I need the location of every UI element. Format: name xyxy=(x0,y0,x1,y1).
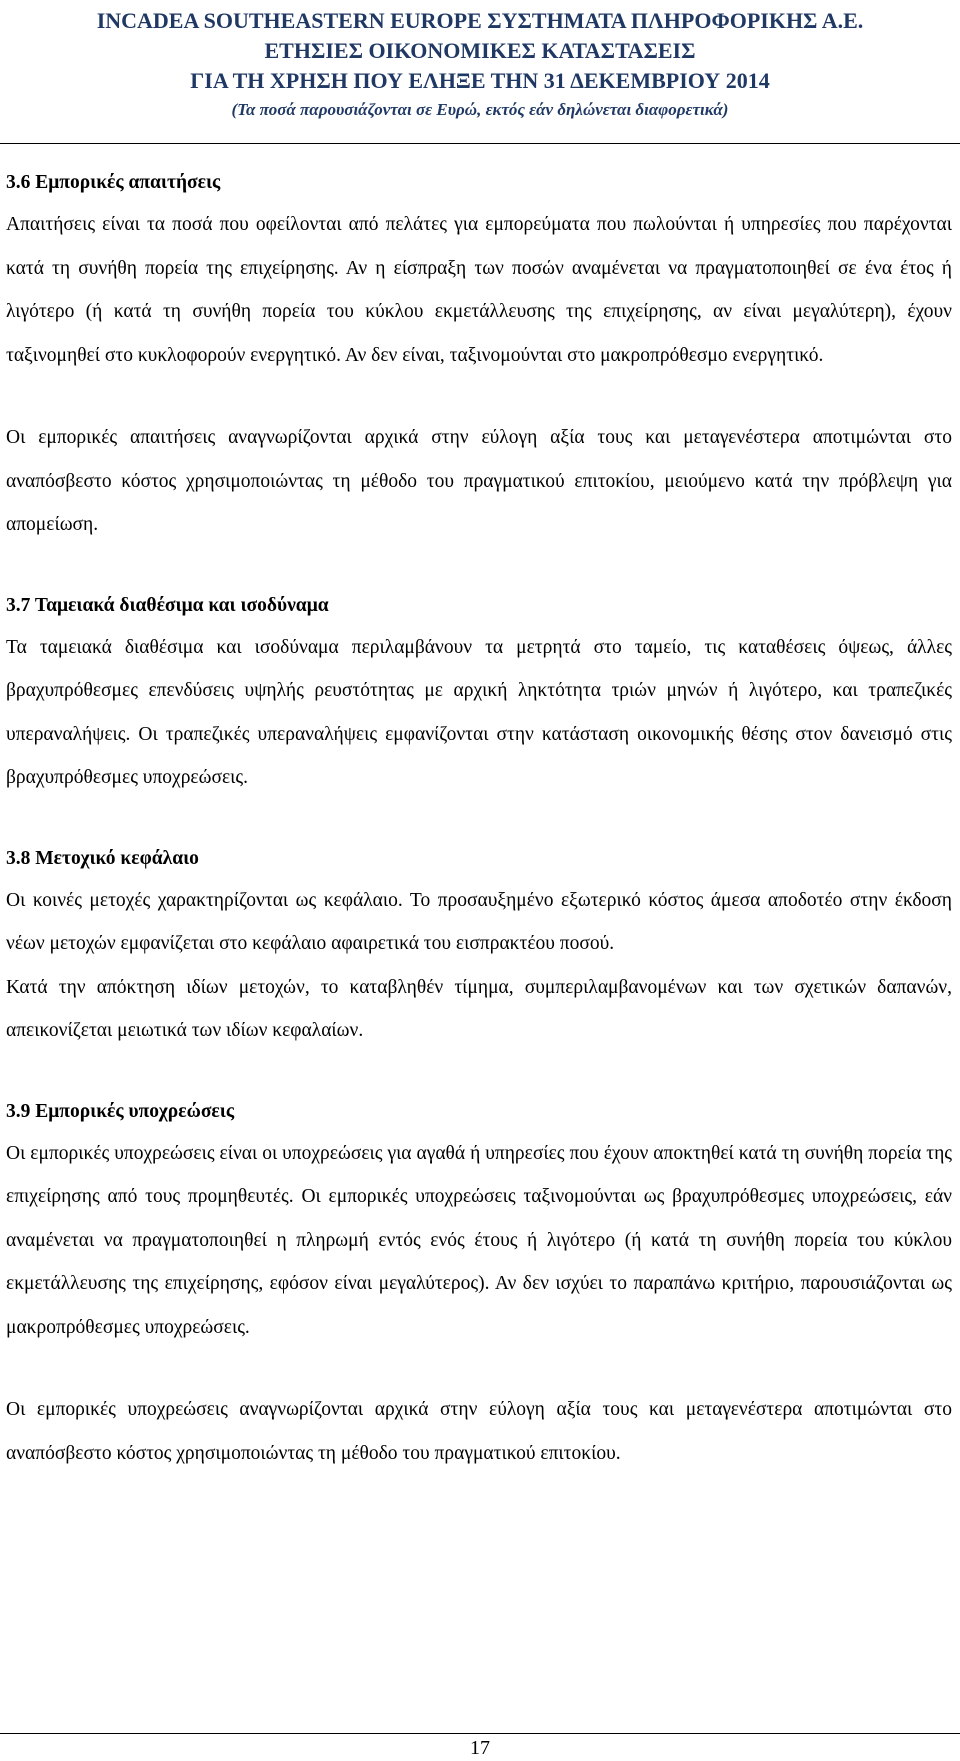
section-3-8-paragraph-2: Κατά την απόκτηση ιδίων μετοχών, το καταβληθέν τίμημα, συμπεριλαμβανομένων και των σχετικών δαπανών, απεικονίζεται μειωτικά των ιδίων κεφαλαίων. xyxy=(6,976,952,1041)
report-period: ΓΙΑ ΤΗ ΧΡΗΣΗ ΠΟΥ ΕΛΗΞΕ ΤΗΝ 31 ΔΕΚΕΜΒΡΙΟΥ 2014 xyxy=(190,68,770,93)
page-number: 17 xyxy=(470,1737,490,1759)
report-title: ΕΤΗΣΙΕΣ ΟΙΚΟΝΟΜΙΚΕΣ ΚΑΤΑΣΤΑΣΕΙΣ xyxy=(264,38,696,63)
section-3-7-paragraph-1: Τα ταμειακά διαθέσιμα και ισοδύναμα περιλαμβάνουν τα μετρητά στο ταμείο, τις καταθέσεις όψεως, άλλες βραχυπρόθεσμες επενδύσεις υψηλής ρευστότητας με αρχική ληκτότητα τριών μηνών ή λιγότερο, και τραπεζικές υπεραναλήψεις. Οι τραπεζικές υπεραναλήψεις εμφανίζονται στην κατάσταση οικονομικής θέσης στον δανεισμό στις βραχυπρόθεσμες υποχρεώσεις. xyxy=(6,636,952,788)
paragraph-spacer xyxy=(6,547,952,586)
section-3-6-paragraph-2: Οι εμπορικές απαιτήσεις αναγνωρίζονται αρχικά στην εύλογη αξία τους και μεταγενέστερα αποτιμώνται στο αναπόσβεστο κόστος χρησιμοποιώντας τη μέθοδο του πραγματικού επιτοκίου, μειούμενο κατά την πρόβλεψη για απομείωση. xyxy=(6,427,952,535)
paragraph-spacer xyxy=(6,800,952,839)
paragraph-spacer xyxy=(6,1349,952,1388)
currency-note: (Τα ποσά παρουσιάζονται σε Ευρώ, εκτός εάν δηλώνεται διαφορετικά) xyxy=(231,100,729,119)
paragraph-spacer xyxy=(6,1053,952,1092)
paragraph-spacer xyxy=(6,377,952,416)
section-heading-3-9: 3.9 Εμπορικές υποχρεώσεις xyxy=(6,1100,235,1122)
section-3-8-paragraph-1: Οι κοινές μετοχές χαρακτηρίζονται ως κεφάλαιο. Το προσαυξημένο εξωτερικό κόστος άμεσα αποδοτέο στην έκδοση νέων μετοχών εμφανίζεται στο κεφάλαιο αφαιρετικά του εισπρακτέου ποσού. xyxy=(6,889,952,954)
footer-divider xyxy=(0,1733,960,1734)
section-3-6-paragraph-1: Απαιτήσεις είναι τα ποσά που οφείλονται από πελάτες για εμπορεύματα που πωλούνται ή υπηρεσίες που παρέχονται κατά τη συνήθη πορεία της επιχείρησης. Αν η είσπραξη των ποσών αναμένεται να πραγματοποιηθεί σε ένα έτος ή λιγότερο (ή κατά τη συνήθη πορεία του κύκλου εκμετάλλευσης της επιχείρησης, αν είναι μεγαλύτερη), έχουν ταξινομηθεί στο κυκλοφορούν ενεργητικό. Αν δεν είναι, ταξινομούνται στο μακροπρόθεσμο ενεργητικό. xyxy=(6,214,952,366)
section-3-9-paragraph-1: Οι εμπορικές υποχρεώσεις είναι οι υποχρεώσεις για αγαθά ή υπηρεσίες που έχουν αποκτηθεί κατά τη συνήθη πορεία της επιχείρησης από τους προμηθευτές. Οι εμπορικές υποχρεώσεις ταξινομούνται ως βραχυπρόθεσμες υποχρεώσεις, εάν αναμένεται να πραγματοποιηθεί η πληρωμή εντός ενός έτους ή λιγότερο (ή κατά τη συνήθη πορεία του κύκλου εκμετάλλευσης της επιχείρησης, εφόσον είναι μεγαλύτερος). Αν δεν ισχύει το παραπάνω κριτήριο, παρουσιάζονται ως μακροπρόθεσμες υποχρεώσεις. xyxy=(6,1142,952,1338)
company-name: INCADEA SOUTHEASTERN EUROPE ΣΥΣΤΗΜΑΤΑ ΠΛΗΡΟΦΟΡΙΚΗΣ Α.Ε. xyxy=(96,8,864,33)
document-body xyxy=(6,163,952,1475)
section-heading-3-8: 3.8 Μετοχικό κεφάλαιο xyxy=(6,847,199,869)
header-divider xyxy=(0,143,960,144)
section-heading-3-7: 3.7 Ταμειακά διαθέσιμα και ισοδύναμα xyxy=(6,594,329,616)
section-3-9-paragraph-2: Οι εμπορικές υποχρεώσεις αναγνωρίζονται αρχικά στην εύλογη αξία τους και μεταγενέστερα αποτιμώνται στο αναπόσβεστο κόστος χρησιμοποιώντας τη μέθοδο του πραγματικού επιτοκίου. xyxy=(6,1399,952,1464)
section-heading-3-6: 3.6 Εμπορικές απαιτήσεις xyxy=(6,172,221,193)
page-header xyxy=(0,6,960,124)
